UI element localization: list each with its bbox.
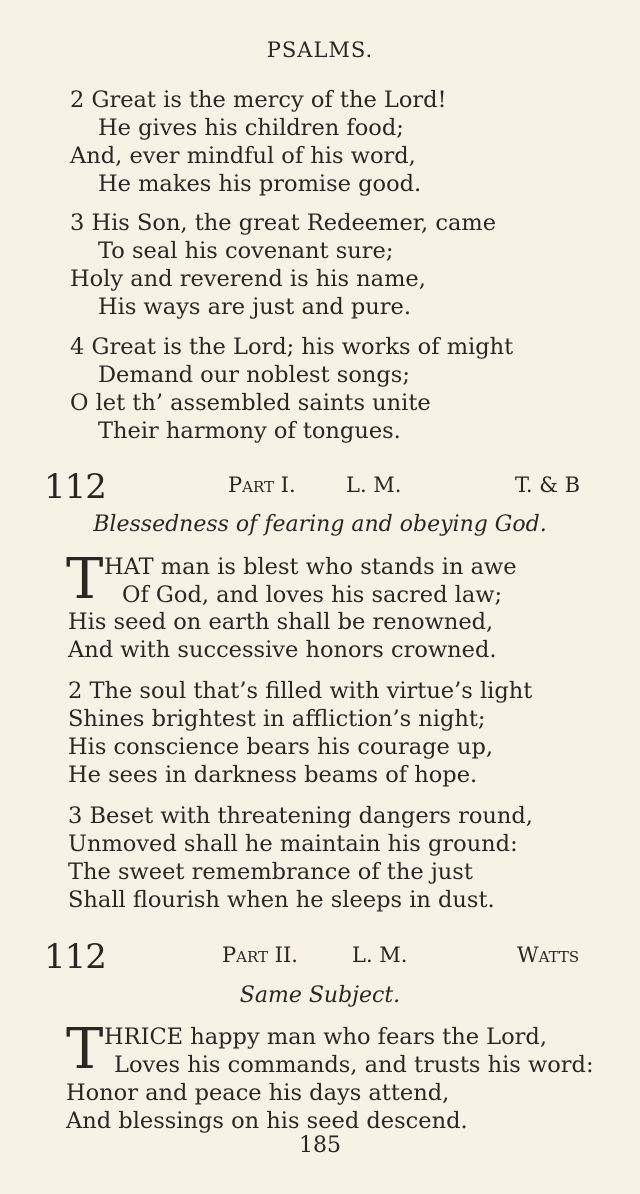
verse-line: He sees in darkness beams of hope. <box>68 762 478 788</box>
verse-line: His seed on earth shall be renowned, <box>68 609 494 635</box>
hymn-subtitle: Same Subject. <box>239 983 401 1008</box>
verse-line: O let th’ assembled saints unite <box>70 390 431 416</box>
hymn-subtitle: Blessedness of fearing and obeying God. <box>93 512 547 537</box>
verse-line: His ways are just and pure. <box>98 294 412 320</box>
verse-line: And with successive honors crowned. <box>68 637 497 663</box>
verse-line: Their harmony of tongues. <box>98 418 401 444</box>
verse-line: 2 The soul that’s filled with virtue’s light <box>68 678 533 704</box>
verse-line: Unmoved shall he maintain his ground: <box>68 831 518 857</box>
verse-line: Of God, and loves his sacred law; <box>122 582 503 608</box>
hymn-part: Part I. <box>228 473 296 497</box>
verse-line: Honor and peace his days attend, <box>66 1080 450 1106</box>
verse-line: The sweet remembrance of the just <box>68 859 473 885</box>
verse-line: HAT man is blest who stands in awe <box>104 554 517 580</box>
verse-line: Shines brightest in affliction’s night; <box>68 706 486 732</box>
hymn-number: 112 <box>44 937 106 977</box>
page-number: 185 <box>299 1133 341 1158</box>
verse-line: Holy and reverend is his name, <box>70 266 426 292</box>
hymn-part: Part II. <box>222 943 298 967</box>
verse-line: 2 Great is the mercy of the Lord! <box>70 87 447 113</box>
hymn-tune: T. & B <box>515 473 581 497</box>
hymn-tune: Watts <box>517 943 580 967</box>
verse-line: 3 His Son, the great Redeemer, came <box>70 210 497 236</box>
hymn-number: 112 <box>44 467 106 507</box>
verse-line: Shall flourish when he sleeps in dust. <box>68 887 495 913</box>
verse-line: And, ever mindful of his word, <box>70 143 416 169</box>
verse-line: To seal his covenant sure; <box>98 238 394 264</box>
verse-line: 3 Beset with threatening dangers round, <box>68 803 533 829</box>
drop-cap: T <box>66 547 104 612</box>
hymn-meter: L. M. <box>352 943 408 967</box>
drop-cap: T <box>66 1017 104 1082</box>
verse-line: HRICE happy man who fears the Lord, <box>104 1024 547 1050</box>
verse-line: He gives his children food; <box>98 115 404 141</box>
hymn-meter: L. M. <box>346 473 402 497</box>
verse-line: His conscience bears his courage up, <box>68 734 494 760</box>
verse-line: He makes his promise good. <box>98 171 422 197</box>
verse-line: Loves his commands, and trusts his word: <box>114 1052 594 1078</box>
running-head: PSALMS. <box>266 38 374 62</box>
verse-line: And blessings on his seed descend. <box>66 1108 468 1134</box>
verse-line: Demand our noblest songs; <box>98 362 410 388</box>
verse-line: 4 Great is the Lord; his works of might <box>70 334 514 360</box>
